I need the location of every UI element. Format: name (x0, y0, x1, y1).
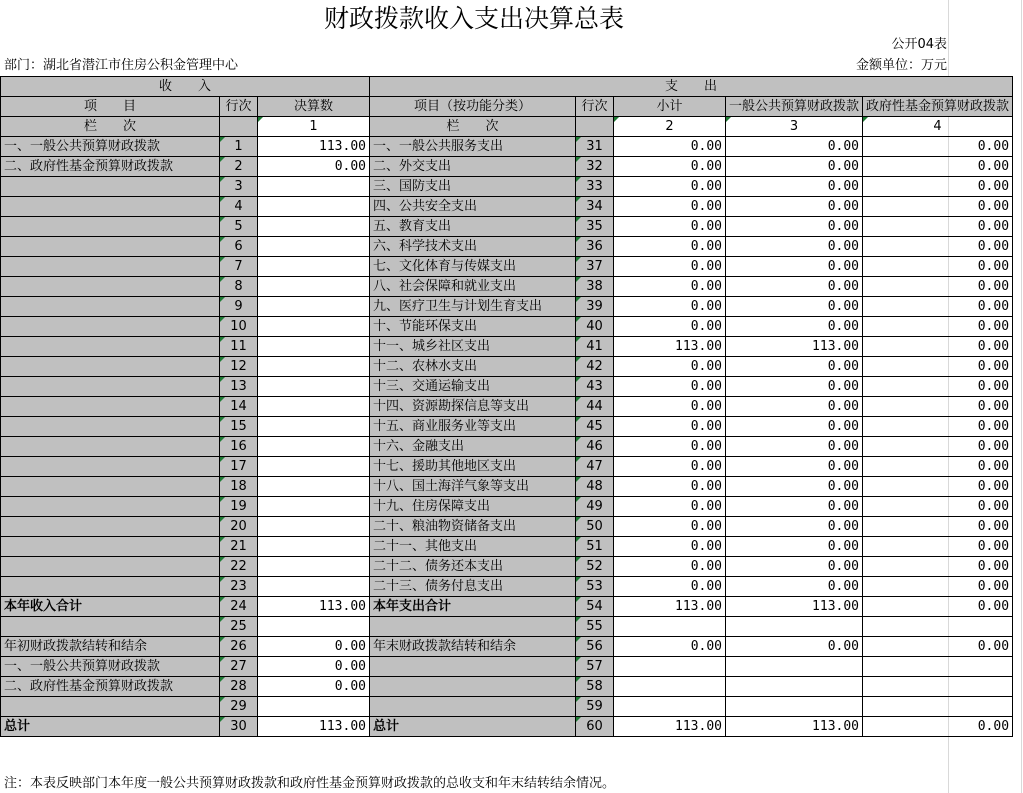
income-amount[interactable] (258, 497, 370, 517)
general-budget-cell[interactable] (726, 697, 863, 717)
expense-item[interactable]: 十八、国土海洋气象等支出 (370, 477, 576, 497)
expense-item[interactable] (370, 617, 576, 637)
expense-item[interactable]: 十二、农林水支出 (370, 357, 576, 377)
income-item[interactable] (1, 237, 220, 257)
subtotal-cell[interactable]: 0.00 (614, 377, 726, 397)
expense-row-no[interactable]: 48 (576, 477, 614, 497)
expense-item[interactable]: 二十三、债务付息支出 (370, 577, 576, 597)
expense-row-no[interactable]: 53 (576, 577, 614, 597)
income-amount[interactable] (258, 377, 370, 397)
col-label-income: 栏 次 (1, 117, 220, 137)
income-row-no[interactable]: 11 (220, 337, 258, 357)
income-item[interactable]: 二、政府性基金预算财政拨款 (1, 157, 220, 177)
income-amount[interactable] (258, 337, 370, 357)
income-amount[interactable]: 0.00 (258, 157, 370, 177)
expense-row-no[interactable]: 33 (576, 177, 614, 197)
table-row (1, 657, 1013, 677)
gov-fund-cell[interactable]: 0.00 (863, 497, 1013, 517)
subtotal-header: 小计 (614, 97, 726, 117)
income-amount[interactable] (258, 537, 370, 557)
income-item[interactable]: 一、一般公共预算财政拨款 (1, 137, 220, 157)
general-budget-cell[interactable]: 0.00 (726, 197, 863, 217)
expense-row-no[interactable]: 37 (576, 257, 614, 277)
department-label: 部门：湖北省潜江市住房公积金管理中心 (4, 58, 239, 73)
table-row (1, 157, 1013, 177)
general-budget-cell[interactable] (726, 617, 863, 637)
expense-row-no[interactable]: 57 (576, 657, 614, 677)
expense-item[interactable]: 三、国防支出 (370, 177, 576, 197)
subtotal-cell[interactable]: 0.00 (614, 177, 726, 197)
subtotal-cell[interactable]: 0.00 (614, 477, 726, 497)
income-amount[interactable] (258, 517, 370, 537)
subtotal-cell[interactable]: 113.00 (614, 337, 726, 357)
subtotal-cell[interactable] (614, 697, 726, 717)
income-item[interactable]: 一、一般公共预算财政拨款 (1, 657, 220, 677)
income-row-no[interactable]: 7 (220, 257, 258, 277)
expense-row-no[interactable]: 43 (576, 377, 614, 397)
expense-item[interactable] (370, 697, 576, 717)
sheet-gridline (1021, 0, 1022, 793)
unit-label: 金额单位：万元 (855, 58, 947, 73)
gov-fund-cell[interactable]: 0.00 (863, 197, 1013, 217)
expense-item[interactable]: 十七、援助其他地区支出 (370, 457, 576, 477)
table-row (1, 337, 1013, 357)
income-row-no[interactable]: 8 (220, 277, 258, 297)
income-amount[interactable] (258, 297, 370, 317)
income-row-no[interactable]: 14 (220, 397, 258, 417)
table-row (1, 517, 1013, 537)
subtotal-cell[interactable]: 0.00 (614, 217, 726, 237)
general-budget-cell[interactable]: 0.00 (726, 277, 863, 297)
income-item[interactable] (1, 697, 220, 717)
expense-row-no[interactable]: 42 (576, 357, 614, 377)
gov-fund-cell[interactable] (863, 617, 1013, 637)
income-amount[interactable]: 0.00 (258, 637, 370, 657)
gov-fund-cell[interactable]: 0.00 (863, 297, 1013, 317)
income-amount[interactable] (258, 237, 370, 257)
general-budget-cell[interactable]: 0.00 (726, 257, 863, 277)
income-amount[interactable]: 113.00 (258, 137, 370, 157)
table-row (1, 397, 1013, 417)
income-item[interactable] (1, 457, 220, 477)
income-amount[interactable] (258, 197, 370, 217)
col-index-3: 3 (726, 117, 863, 137)
expense-item[interactable]: 十五、商业服务业等支出 (370, 417, 576, 437)
table-row (1, 277, 1013, 297)
gov-fund-cell[interactable]: 0.00 (863, 217, 1013, 237)
table-row (1, 437, 1013, 457)
expense-row-no[interactable]: 60 (576, 717, 614, 737)
table-row (1, 537, 1013, 557)
expense-row-no[interactable]: 58 (576, 677, 614, 697)
expense-row-no[interactable]: 44 (576, 397, 614, 417)
expense-item[interactable]: 一、一般公共服务支出 (370, 137, 576, 157)
income-row-no[interactable]: 28 (220, 677, 258, 697)
subtotal-cell[interactable]: 0.00 (614, 437, 726, 457)
expense-row-no[interactable]: 52 (576, 557, 614, 577)
income-amount[interactable]: 113.00 (258, 717, 370, 737)
table-row (1, 137, 1013, 157)
expense-row-no[interactable]: 35 (576, 217, 614, 237)
subtotal-cell[interactable]: 0.00 (614, 257, 726, 277)
income-row-no[interactable]: 30 (220, 717, 258, 737)
general-budget-cell[interactable]: 0.00 (726, 357, 863, 377)
table-row (1, 497, 1013, 517)
income-amount[interactable] (258, 617, 370, 637)
general-budget-cell[interactable]: 0.00 (726, 137, 863, 157)
general-budget-cell[interactable]: 0.00 (726, 157, 863, 177)
col-label-expense-no (576, 117, 614, 137)
general-budget-cell[interactable]: 0.00 (726, 437, 863, 457)
income-row-no[interactable]: 12 (220, 357, 258, 377)
subtotal-cell[interactable]: 0.00 (614, 357, 726, 377)
subtotal-cell[interactable]: 0.00 (614, 137, 726, 157)
table-row (1, 237, 1013, 257)
subtotal-cell[interactable]: 0.00 (614, 237, 726, 257)
col-label-expense: 栏 次 (370, 117, 576, 137)
expense-row-no[interactable]: 36 (576, 237, 614, 257)
income-item[interactable] (1, 217, 220, 237)
income-section-header: 收 入 (1, 77, 370, 97)
general-budget-header: 一般公共预算财政拨款 (726, 97, 863, 117)
income-item[interactable] (1, 517, 220, 537)
subtotal-cell[interactable]: 0.00 (614, 557, 726, 577)
expense-item[interactable]: 十九、住房保障支出 (370, 497, 576, 517)
subtotal-cell[interactable]: 0.00 (614, 517, 726, 537)
expense-item[interactable]: 年末财政拨款结转和结余 (370, 637, 576, 657)
income-row-no[interactable]: 26 (220, 637, 258, 657)
income-row-no[interactable]: 9 (220, 297, 258, 317)
income-amount[interactable] (258, 257, 370, 277)
expense-row-no[interactable]: 34 (576, 197, 614, 217)
income-item[interactable] (1, 557, 220, 577)
table-row (1, 717, 1013, 737)
income-amount[interactable] (258, 477, 370, 497)
table-row (1, 697, 1013, 717)
income-amount[interactable] (258, 697, 370, 717)
expense-item[interactable]: 七、文化体育与传媒支出 (370, 257, 576, 277)
subtotal-cell[interactable]: 0.00 (614, 197, 726, 217)
subtotal-cell[interactable]: 0.00 (614, 417, 726, 437)
gov-fund-cell[interactable]: 0.00 (863, 177, 1013, 197)
general-budget-cell[interactable]: 0.00 (726, 537, 863, 557)
income-row-no[interactable]: 22 (220, 557, 258, 577)
gov-fund-cell[interactable]: 0.00 (863, 637, 1013, 657)
gov-fund-cell[interactable]: 0.00 (863, 417, 1013, 437)
col-label-income-no (220, 117, 258, 137)
subtotal-cell[interactable] (614, 677, 726, 697)
expense-item[interactable]: 总计 (370, 717, 576, 737)
gov-fund-cell[interactable]: 0.00 (863, 457, 1013, 477)
gov-fund-cell[interactable] (863, 697, 1013, 717)
income-item[interactable] (1, 477, 220, 497)
general-budget-cell[interactable]: 0.00 (726, 517, 863, 537)
income-item[interactable] (1, 257, 220, 277)
income-amount[interactable] (258, 417, 370, 437)
income-item[interactable] (1, 337, 220, 357)
general-budget-cell[interactable] (726, 657, 863, 677)
table-row (1, 677, 1013, 697)
income-row-no[interactable]: 21 (220, 537, 258, 557)
expense-row-no[interactable]: 59 (576, 697, 614, 717)
general-budget-cell[interactable]: 0.00 (726, 317, 863, 337)
expense-item[interactable]: 本年支出合计 (370, 597, 576, 617)
subtotal-cell[interactable]: 0.00 (614, 157, 726, 177)
page-title: 财政拨款收入支出决算总表 (323, 4, 624, 33)
expense-item[interactable] (370, 657, 576, 677)
income-row-no[interactable]: 25 (220, 617, 258, 637)
expense-item[interactable]: 八、社会保障和就业支出 (370, 277, 576, 297)
general-budget-cell[interactable]: 0.00 (726, 397, 863, 417)
gov-fund-cell[interactable]: 0.00 (863, 257, 1013, 277)
income-row-no[interactable]: 29 (220, 697, 258, 717)
expense-row-no[interactable]: 49 (576, 497, 614, 517)
income-item[interactable] (1, 417, 220, 437)
gov-fund-cell[interactable] (863, 677, 1013, 697)
income-row-no[interactable]: 19 (220, 497, 258, 517)
gov-fund-cell[interactable]: 0.00 (863, 477, 1013, 497)
expense-row-no[interactable]: 31 (576, 137, 614, 157)
income-amount[interactable] (258, 437, 370, 457)
general-budget-cell[interactable]: 0.00 (726, 177, 863, 197)
expense-row-no[interactable]: 56 (576, 637, 614, 657)
table-row (1, 177, 1013, 197)
col-index-4: 4 (863, 117, 1013, 137)
income-item[interactable] (1, 277, 220, 297)
subtotal-cell[interactable]: 0.00 (614, 457, 726, 477)
table-row (1, 617, 1013, 637)
gov-fund-cell[interactable]: 0.00 (863, 537, 1013, 557)
income-amount[interactable] (258, 217, 370, 237)
income-row-no[interactable]: 20 (220, 517, 258, 537)
table-row (1, 557, 1013, 577)
expense-item[interactable]: 六、科学技术支出 (370, 237, 576, 257)
subtotal-cell[interactable]: 113.00 (614, 597, 726, 617)
income-item[interactable] (1, 317, 220, 337)
income-row-no[interactable]: 16 (220, 437, 258, 457)
income-amount[interactable]: 113.00 (258, 597, 370, 617)
general-budget-cell[interactable]: 0.00 (726, 417, 863, 437)
income-item[interactable] (1, 577, 220, 597)
expense-row-no[interactable]: 38 (576, 277, 614, 297)
subtotal-cell[interactable]: 0.00 (614, 497, 726, 517)
expense-row-no[interactable]: 50 (576, 517, 614, 537)
general-budget-cell[interactable]: 0.00 (726, 637, 863, 657)
income-item[interactable]: 总计 (1, 717, 220, 737)
expense-item[interactable]: 十六、金融支出 (370, 437, 576, 457)
income-row-no[interactable]: 17 (220, 457, 258, 477)
subtotal-cell[interactable]: 113.00 (614, 717, 726, 737)
general-budget-cell[interactable]: 0.00 (726, 377, 863, 397)
subtotal-cell[interactable]: 0.00 (614, 297, 726, 317)
income-row-no[interactable]: 15 (220, 417, 258, 437)
appropriation-table (0, 76, 1013, 737)
table-row (1, 257, 1013, 277)
gov-fund-cell[interactable]: 0.00 (863, 377, 1013, 397)
income-item[interactable] (1, 437, 220, 457)
subtotal-cell[interactable] (614, 617, 726, 637)
income-row-no[interactable]: 10 (220, 317, 258, 337)
table-row (1, 477, 1013, 497)
income-amount[interactable] (258, 457, 370, 477)
subtotal-cell[interactable]: 0.00 (614, 397, 726, 417)
gov-fund-cell[interactable] (863, 657, 1013, 677)
income-row-no[interactable]: 4 (220, 197, 258, 217)
table-row (1, 317, 1013, 337)
expense-row-no[interactable]: 39 (576, 297, 614, 317)
income-amount[interactable] (258, 177, 370, 197)
footnote: 注：本表反映部门本年度一般公共预算财政拨款和政府性基金预算财政拨款的总收支和年末结转结余情况。 (4, 776, 616, 791)
table-row (1, 377, 1013, 397)
subtotal-cell[interactable]: 0.00 (614, 537, 726, 557)
expense-item[interactable]: 十一、城乡社区支出 (370, 337, 576, 357)
general-budget-cell[interactable]: 0.00 (726, 457, 863, 477)
general-budget-cell[interactable]: 113.00 (726, 717, 863, 737)
expense-item[interactable]: 十四、资源勘探信息等支出 (370, 397, 576, 417)
subtotal-cell[interactable]: 0.00 (614, 317, 726, 337)
expense-row-no[interactable]: 40 (576, 317, 614, 337)
func-item-header: 项目（按功能分类） (370, 97, 576, 117)
table-row (1, 297, 1013, 317)
income-row-no[interactable]: 24 (220, 597, 258, 617)
income-amount[interactable] (258, 397, 370, 417)
income-amount[interactable] (258, 577, 370, 597)
income-row-no[interactable]: 3 (220, 177, 258, 197)
table-row (1, 457, 1013, 477)
gov-fund-cell[interactable]: 0.00 (863, 577, 1013, 597)
income-row-no[interactable]: 2 (220, 157, 258, 177)
general-budget-cell[interactable]: 0.00 (726, 477, 863, 497)
table-row (1, 637, 1013, 657)
income-row-no[interactable]: 1 (220, 137, 258, 157)
gov-fund-cell[interactable]: 0.00 (863, 397, 1013, 417)
income-item[interactable] (1, 397, 220, 417)
income-item[interactable] (1, 497, 220, 517)
income-row-no[interactable]: 23 (220, 577, 258, 597)
gov-fund-cell[interactable]: 0.00 (863, 357, 1013, 377)
gov-fund-cell[interactable]: 0.00 (863, 597, 1013, 617)
income-amount[interactable] (258, 557, 370, 577)
general-budget-cell[interactable]: 0.00 (726, 497, 863, 517)
expense-row-no-header: 行次 (576, 97, 614, 117)
income-amount[interactable]: 0.00 (258, 677, 370, 697)
expense-item[interactable]: 十三、交通运输支出 (370, 377, 576, 397)
expense-item[interactable] (370, 677, 576, 697)
expense-item[interactable]: 十、节能环保支出 (370, 317, 576, 337)
table-row (1, 577, 1013, 597)
income-row-no[interactable]: 13 (220, 377, 258, 397)
final-amount-header: 决算数 (258, 97, 370, 117)
gov-fund-cell[interactable]: 0.00 (863, 337, 1013, 357)
expense-row-no[interactable]: 32 (576, 157, 614, 177)
general-budget-cell[interactable]: 0.00 (726, 557, 863, 577)
income-amount[interactable] (258, 357, 370, 377)
gov-fund-cell[interactable]: 0.00 (863, 717, 1013, 737)
expense-row-no[interactable]: 47 (576, 457, 614, 477)
gov-fund-cell[interactable]: 0.00 (863, 557, 1013, 577)
expense-row-no[interactable]: 55 (576, 617, 614, 637)
expense-item[interactable]: 二十、粮油物资储备支出 (370, 517, 576, 537)
gov-fund-cell[interactable]: 0.00 (863, 437, 1013, 457)
expense-item[interactable]: 九、医疗卫生与计划生育支出 (370, 297, 576, 317)
expense-item[interactable]: 二、外交支出 (370, 157, 576, 177)
col-index-1: 1 (258, 117, 370, 137)
table-row (1, 357, 1013, 377)
expense-item[interactable]: 二十一、其他支出 (370, 537, 576, 557)
income-item[interactable] (1, 177, 220, 197)
gov-fund-header: 政府性基金预算财政拨款 (863, 97, 1013, 117)
income-item[interactable] (1, 617, 220, 637)
col-index-2: 2 (614, 117, 726, 137)
income-item-header: 项 目 (1, 97, 220, 117)
general-budget-cell[interactable]: 0.00 (726, 217, 863, 237)
expense-row-no[interactable]: 41 (576, 337, 614, 357)
income-row-no[interactable]: 18 (220, 477, 258, 497)
income-item[interactable] (1, 377, 220, 397)
gov-fund-cell[interactable]: 0.00 (863, 137, 1013, 157)
expense-item[interactable]: 五、教育支出 (370, 217, 576, 237)
subtotal-cell[interactable]: 0.00 (614, 277, 726, 297)
income-item[interactable]: 二、政府性基金预算财政拨款 (1, 677, 220, 697)
income-item[interactable] (1, 197, 220, 217)
expense-row-no[interactable]: 45 (576, 417, 614, 437)
subtotal-cell[interactable] (614, 657, 726, 677)
table-row (1, 597, 1013, 617)
expense-row-no[interactable]: 54 (576, 597, 614, 617)
general-budget-cell[interactable] (726, 677, 863, 697)
income-row-no[interactable]: 6 (220, 237, 258, 257)
expense-row-no[interactable]: 46 (576, 437, 614, 457)
income-row-no[interactable]: 5 (220, 217, 258, 237)
gov-fund-cell[interactable]: 0.00 (863, 517, 1013, 537)
income-row-no-header: 行次 (220, 97, 258, 117)
subtotal-cell[interactable]: 0.00 (614, 637, 726, 657)
income-item[interactable]: 本年收入合计 (1, 597, 220, 617)
gov-fund-cell[interactable]: 0.00 (863, 317, 1013, 337)
table-row (1, 197, 1013, 217)
income-item[interactable] (1, 357, 220, 377)
expense-row-no[interactable]: 51 (576, 537, 614, 557)
general-budget-cell[interactable]: 0.00 (726, 577, 863, 597)
form-number: 公开04表 (891, 37, 947, 52)
income-amount[interactable] (258, 277, 370, 297)
general-budget-cell[interactable]: 113.00 (726, 337, 863, 357)
expense-item[interactable]: 四、公共安全支出 (370, 197, 576, 217)
income-row-no[interactable]: 27 (220, 657, 258, 677)
income-amount[interactable] (258, 317, 370, 337)
table-row (1, 417, 1013, 437)
income-amount[interactable]: 0.00 (258, 657, 370, 677)
general-budget-cell[interactable]: 113.00 (726, 597, 863, 617)
general-budget-cell[interactable]: 0.00 (726, 297, 863, 317)
income-item[interactable] (1, 297, 220, 317)
gov-fund-cell[interactable]: 0.00 (863, 277, 1013, 297)
table-row (1, 217, 1013, 237)
expense-item[interactable]: 二十二、债务还本支出 (370, 557, 576, 577)
general-budget-cell[interactable]: 0.00 (726, 237, 863, 257)
income-item[interactable] (1, 537, 220, 557)
income-item[interactable]: 年初财政拨款结转和结余 (1, 637, 220, 657)
gov-fund-cell[interactable]: 0.00 (863, 237, 1013, 257)
gov-fund-cell[interactable]: 0.00 (863, 157, 1013, 177)
expense-section-header: 支 出 (370, 77, 1013, 97)
subtotal-cell[interactable]: 0.00 (614, 577, 726, 597)
